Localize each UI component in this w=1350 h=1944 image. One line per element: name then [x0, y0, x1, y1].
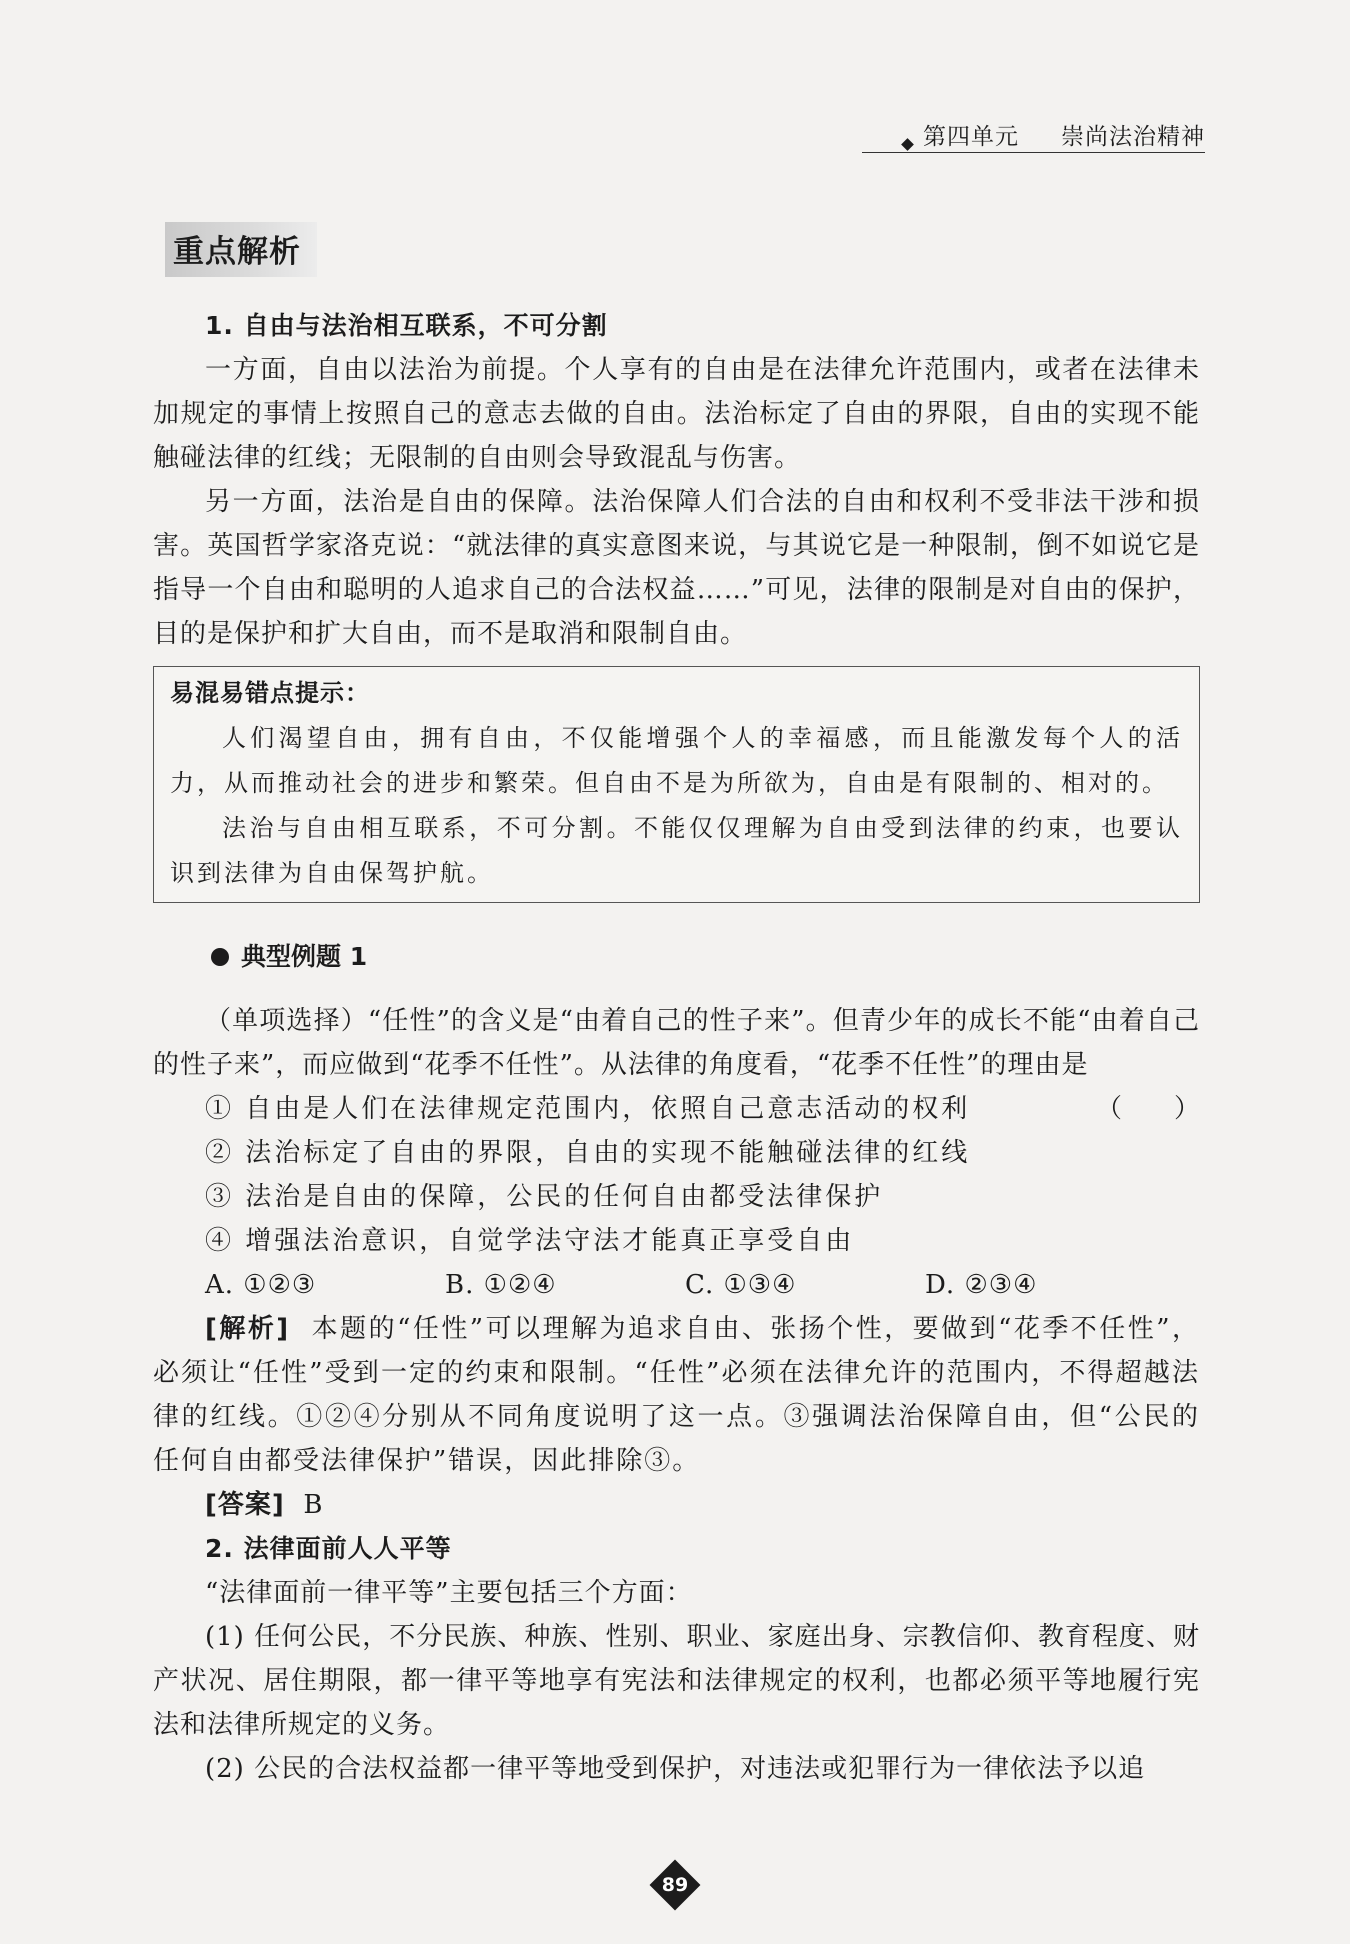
page-number-badge — [650, 1860, 700, 1910]
point2-item: (1) 任何公民，不分民族、种族、性别、职业、家庭出身、宗教信仰、教育程度、财产状况、居住期限，都一律平等地享有宪法和法律规定的权利，也都必须平等地履行宪法和法律所规定的义务。 — [153, 1622, 1200, 1740]
answer-label: [答案] — [205, 1490, 285, 1520]
answer-bracket: （ ） — [1095, 1094, 1200, 1124]
header-rule — [862, 152, 1205, 153]
point2-heading: 2. 法律面前人人平等 — [205, 1534, 452, 1563]
option-item: ④ 增强法治意识，自觉学法守法才能真正享受自由 — [205, 1226, 855, 1256]
example-title-text: 典型例题 1 — [241, 942, 368, 971]
point2-intro: “法律面前一律平等”主要包括三个方面： — [205, 1578, 693, 1608]
header-unit: 第四单元 — [923, 124, 1019, 150]
option-item: ① 自由是人们在法律规定范围内，依照自己意志活动的权利 — [205, 1094, 971, 1124]
answer-value: B — [303, 1490, 324, 1520]
question-text: （单项选择）“任性”的含义是“由着自己的性子来”。但青少年的成长不能“由着自己的性子来”，而应做到“花季不任性”。从法律的角度看，“花季不任性”的理由是 — [153, 1006, 1200, 1080]
analysis-label: [解析] — [205, 1314, 291, 1344]
point1-heading: 1. 自由与法治相互联系，不可分割 — [205, 311, 608, 340]
section-title: 重点解析 — [165, 222, 317, 277]
header-title: 崇尚法治精神 — [1061, 124, 1205, 150]
choice-b: B. ①②④ — [445, 1270, 557, 1300]
option-item: ② 法治标定了自由的界限，自由的实现不能触碰法律的红线 — [205, 1138, 971, 1168]
tip-paragraph: 法治与自由相互联系，不可分割。不能仅仅理解为自由受到法律的约束，也要认识到法律为自由保驾护航。 — [170, 814, 1183, 887]
point2-item: (2) 公民的合法权益都一律平等地受到保护，对违法或犯罪行为一律依法予以追 — [205, 1754, 1146, 1784]
analysis-paragraph — [153, 1307, 1200, 1483]
point1-paragraph: 另一方面，法治是自由的保障。法治保障人们合法的自由和权利不受非法干涉和损害。英国哲学家洛克说：“就法律的真实意图来说，与其说它是一种限制，倒不如说它是指导一个自由和聪明的人追求自己的合法权益……”可见，法律的限制是对自由的保护，目的是保护和扩大自由，而不是取消和限制自由。 — [153, 487, 1200, 649]
bullet-icon — [211, 948, 229, 966]
main-content — [153, 304, 1200, 1791]
tip-paragraph: 人们渴望自由，拥有自由，不仅能增强个人的幸福感，而且能激发每个人的活力，从而推动社会的进步和繁荣。但自由不是为所欲为，自由是有限制的、相对的。 — [170, 724, 1183, 797]
tip-box — [153, 666, 1200, 903]
choice-a: A. ①②③ — [205, 1270, 317, 1300]
choices-row — [153, 1263, 1200, 1307]
diamond-icon — [901, 138, 914, 151]
option-item: ③ 法治是自由的保障，公民的任何自由都受法律保护 — [205, 1182, 884, 1212]
page-number: 89 — [661, 1874, 689, 1896]
choice-c: C. ①③④ — [685, 1270, 797, 1300]
answer-line — [153, 1483, 1200, 1527]
running-header — [923, 118, 1205, 151]
point1-paragraph: 一方面，自由以法治为前提。个人享有的自由是在法律允许范围内，或者在法律未加规定的事情上按照自己的意志去做的自由。法治标定了自由的界限，自由的实现不能触碰法律的红线；无限制的自由则会导致混乱与伤害。 — [153, 355, 1200, 473]
example-title — [153, 935, 1200, 979]
choice-d: D. ②③④ — [925, 1270, 1038, 1300]
analysis-text: 本题的“任性”可以理解为追求自由、张扬个性，要做到“花季不任性”，必须让“任性”受到一定的约束和限制。“任性”必须在法律允许的范围内，不得超越法律的红线。①②④分别从不同角度说明了这一点。③强调法治保障自由，但“公民的任何自由都受法律保护”错误，因此排除③。 — [153, 1314, 1200, 1476]
tip-title: 易混易错点提示： — [170, 679, 370, 707]
analysis-block — [153, 1307, 1200, 1483]
